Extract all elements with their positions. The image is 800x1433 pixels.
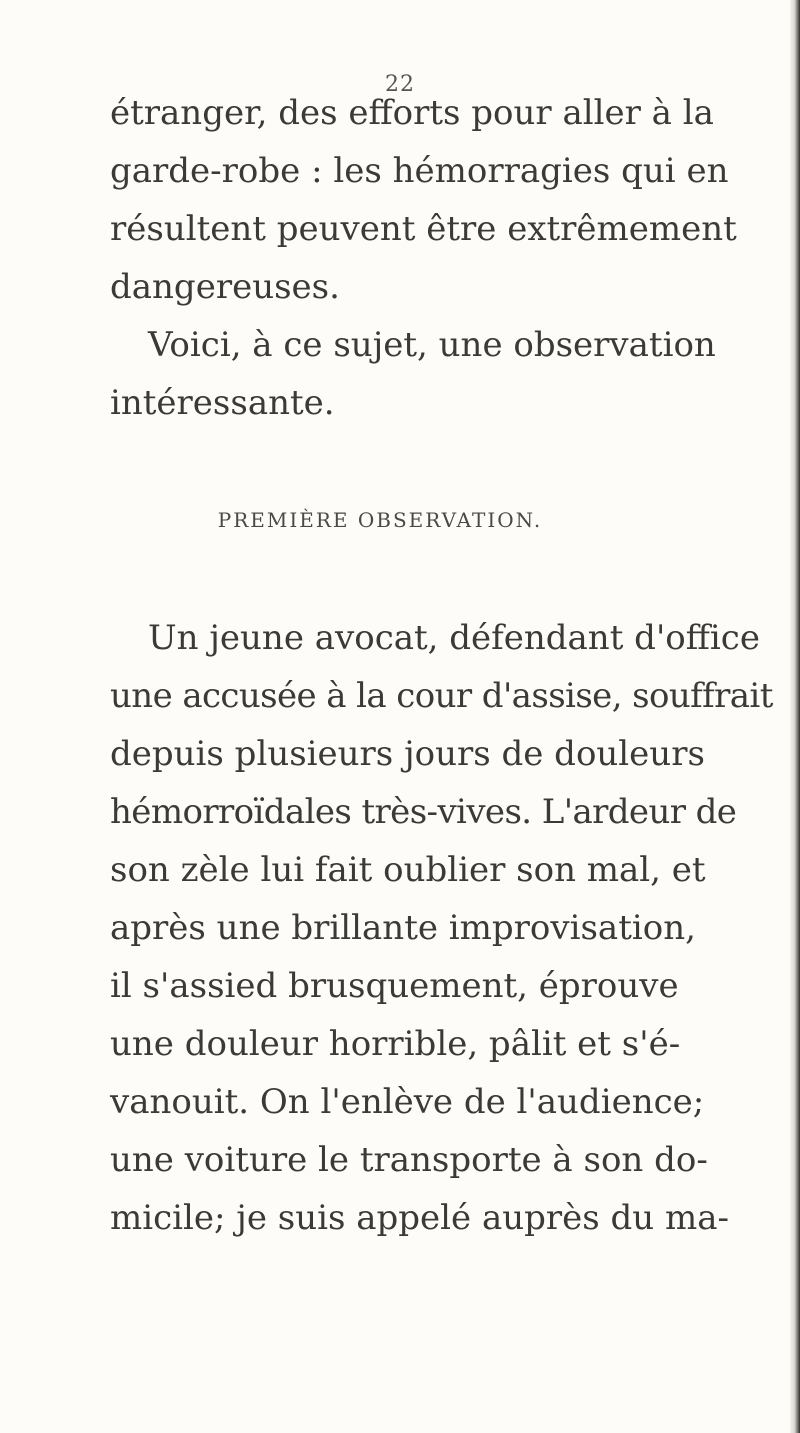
text-line: après une brillante improvisation, bbox=[110, 908, 696, 948]
text-line: son zèle lui fait oublier son mal, et bbox=[110, 850, 706, 890]
text-line: Un jeune avocat, défendant d'office bbox=[148, 618, 760, 658]
section-heading: PREMIÈRE OBSERVATION. bbox=[217, 508, 543, 532]
text-line: hémorroïdales très-vives. L'ardeur de bbox=[110, 792, 737, 832]
text-line: une douleur horrible, pâlit et s'é- bbox=[110, 1024, 681, 1064]
text-line: micile; je suis appelé auprès du ma- bbox=[110, 1198, 729, 1238]
text-line: vanouit. On l'enlève de l'audience; bbox=[110, 1082, 705, 1122]
text-line: résultent peuvent être extrêmement bbox=[110, 209, 737, 249]
text-line: garde-robe : les hémorragies qui en bbox=[110, 151, 729, 191]
text-line: depuis plusieurs jours de douleurs bbox=[110, 734, 705, 774]
text-line: étranger, des efforts pour aller à la bbox=[110, 93, 714, 133]
text-line: Voici, à ce sujet, une observation bbox=[148, 325, 716, 365]
observation-paragraph bbox=[110, 609, 773, 1247]
intro-paragraph bbox=[110, 84, 750, 432]
text-line: une voiture le transporte à son do- bbox=[110, 1140, 708, 1180]
page-number: 22 bbox=[385, 72, 415, 97]
page-edge-shadow bbox=[790, 0, 800, 1433]
text-line: dangereuses. bbox=[110, 267, 340, 307]
text-line: il s'assied brusquement, éprouve bbox=[110, 966, 679, 1006]
text-line: une accusée à la cour d'assise, souffrait bbox=[110, 676, 773, 716]
text-line: intéressante. bbox=[110, 383, 335, 423]
